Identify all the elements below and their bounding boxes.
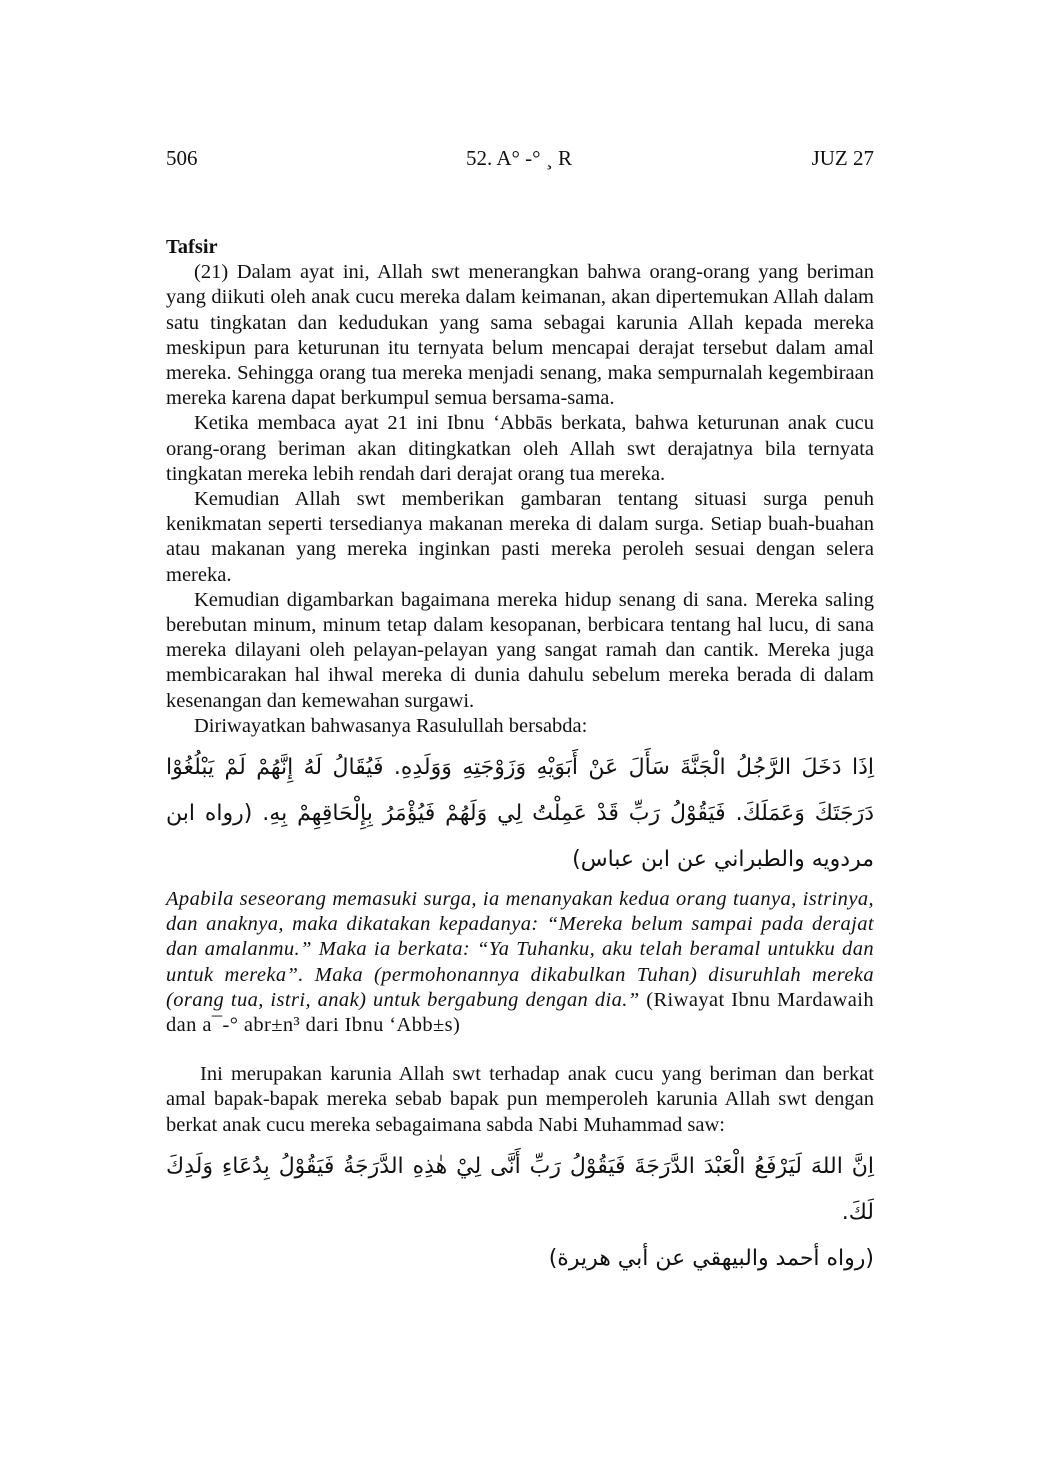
hadith-translation-source: (Riwayat Ibnu Mardawaih dan a¯-° abr±n³ dari Ibnu ‘Abb±s) — [166, 988, 874, 1037]
hadith-arabic-1 — [166, 745, 874, 883]
hadith-arabic-1-source: (رواه ابن مردويه والطبراني عن ابن عباس) — [166, 801, 874, 873]
hadith-translation-text: Apabila seseorang memasuki surga, ia menanyakan kedua orang tuanya, istrinya, dan anaknya, maka dikatakan kepadanya: “Mereka belum sampai pada derajat dan amalanmu.” Maka ia berkata: “Ya Tuhanku, aku telah beramal untukku dan untuk mereka”. Maka (permohonannya dikabulkan Tuhan) disuruhlah mereka (orang tua, istri, anak) untuk bergabung dengan dia.” — [166, 888, 874, 1011]
section-title: Tafsir — [166, 236, 218, 258]
paragraph-5: Diriwayatkan bahwasanya Rasulullah bersabda: — [194, 714, 588, 737]
paragraph-1: (21) Dalam ayat ini, Allah swt menerangkan bahwa orang-orang yang beriman yang diikuti oleh anak cucu mereka dalam keimanan, akan dipertemukan Allah dalam satu tingkatan dan kedudukan yang sama sebagai karunia Allah kepada mereka meskipun para keturunan itu ternyata belum mencapai derajat tersebut dalam amal mereka. Sehingga orang tua mereka menjadi senang, maka sempurnalah kegembiraan mereka karena dapat berkumpul semua bersama-sama. — [166, 261, 874, 410]
page-number: 506 — [166, 146, 198, 170]
chapter-title: 52. A° -° ¸ R — [466, 146, 573, 170]
hadith-arabic-2-text: اِنَّ اللهَ لَيَرْفَعُ الْعَبْدَ الدَّرَجَةَ فَيَقُوْلُ رَبِّ أَنَّى لِيْ هٰذِهِ الدَّرَجَةُ فَيَقُوْلُ بِدُعَاءِ وَلَدِكَ لَكَ. — [166, 1153, 874, 1225]
hadith-arabic-2 — [166, 1144, 874, 1282]
paragraph-4: Kemudian digambarkan bagaimana mereka hidup senang di sana. Mereka saling berebutan minum, minum tetap dalam kesopanan, berbicara tentang hal lucu, di sana mereka dilayani oleh pelayan-pelayan yang sangat ramah dan cantik. Mereka juga membicarakan hal ihwal mereka di dunia dahulu sebelum mereka berada di dalam kesenangan dan kemewahan surgawi. — [166, 588, 874, 712]
hadith-arabic-1-text: اِذَا دَخَلَ الرَّجُلُ الْجَنَّةَ سَأَلَ عَنْ أَبَوَيْهِ وَزَوْجَتِهِ وَوَلَدِهِ. فَيُقَالُ لَهُ إِنَّهُمْ لَمْ يَبْلُغُوْا دَرَجَتَكَ وَعَمَلَكَ. فَيَقُوْلُ رَبِّ قَدْ عَمِلْتُ لِي وَلَهُمْ فَيُؤْمَرُ بِإِلْحَاقِهِمْ بِهِ. — [166, 755, 874, 827]
hadith-translation — [166, 887, 874, 1038]
paragraph-3: Kemudian Allah swt memberikan gambaran tentang situasi surga penuh kenikmatan seperti tersedianya makanan mereka di dalam surga. Setiap buah-buahan atau makanan yang mereka inginkan pasti mereka peroleh sesuai dengan selera mereka. — [166, 488, 874, 586]
hadith-arabic-2-source: (رواه أحمد والبيهقي عن أبي هريرة) — [548, 1245, 874, 1271]
page-header — [166, 146, 874, 174]
spacer — [166, 1038, 874, 1062]
paragraph-6: Ini merupakan karunia Allah swt terhadap anak cucu yang beriman dan berkat amal bapak-bapak mereka sebab bapak pun memperoleh karunia Allah swt dengan berkat anak cucu mereka sebagaimana sabda Nabi Muhammad saw: — [166, 1063, 874, 1136]
page-body — [166, 235, 874, 1286]
paragraph-2: Ketika membaca ayat 21 ini Ibnu ‘Abbās berkata, bahwa keturunan anak cucu orang-orang beriman akan ditingkatkan oleh Allah swt derajatnya bila ternyata tingkatan mereka lebih rendah dari derajat orang tua mereka. — [166, 412, 874, 485]
juz-label: JUZ 27 — [811, 146, 874, 170]
